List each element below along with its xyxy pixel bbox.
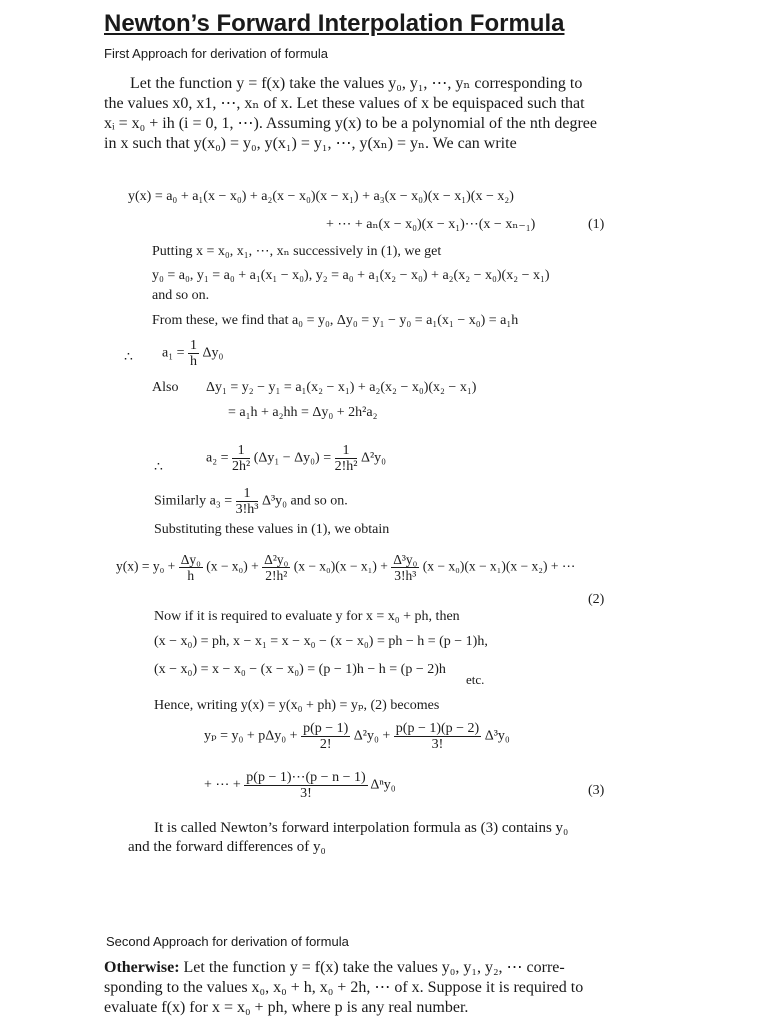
- eq2-denominator-1: h: [187, 568, 195, 583]
- a1-denominator: h: [190, 354, 197, 369]
- eq3-fraction-1: [301, 721, 350, 752]
- similarly-text: Similarly a₃ =: [154, 493, 233, 509]
- from-these-text: From these, we find that a₀ = y₀, Δy₀ = y₁ − y₀ = a₁(x₁ − x₀) = a₁h: [152, 313, 519, 328]
- otherwise-line-2: sponding to the values x₀, x₀ + h, x₀ + 2h, ⋯ of x. Suppose it is required to: [104, 979, 584, 996]
- otherwise-line-3: evaluate f(x) for x = x₀ + ph, where p is any real number.: [104, 999, 469, 1016]
- eq2-term-2: (x − x₀)(x − x₁) +: [293, 558, 388, 574]
- a1-fraction: [188, 338, 199, 369]
- a1-rhs: Δy₀: [202, 345, 224, 361]
- equation-3-line-2: [204, 770, 396, 801]
- eq2-numerator-1: Δy₀: [180, 552, 201, 567]
- a2-rhs: Δ²y₀: [360, 450, 387, 466]
- a3-denominator: 3!h³: [235, 502, 259, 517]
- equation-3-tag: (3): [588, 783, 605, 798]
- page-title: Newton’s Forward Interpolation Formula: [104, 10, 565, 37]
- equation-1-tag: (1): [588, 217, 605, 232]
- eq3b-fraction: [244, 770, 367, 801]
- eq3-denominator-1: 2!: [319, 737, 332, 752]
- putting-equation: y₀ = a₀, y₁ = a₀ + a₁(x₁ − x₀), y₂ = a₀ + a₁(x₂ − x₀) + a₂(x₂ − x₀)(x₂ − x₁): [152, 268, 550, 283]
- eq3-denominator-2: 3!: [431, 737, 444, 752]
- eq2-lhs: y(x) = y₀ +: [116, 558, 176, 574]
- equation-1-line-2: + ⋯ + aₙ(x − x₀)(x − x₁)⋯(x − xₙ₋₁): [326, 217, 536, 232]
- eq3-term-1: Δ²y₀ +: [353, 728, 391, 744]
- eq2-fraction-2: [262, 552, 290, 583]
- a3-equation: [154, 486, 348, 517]
- eq3b-denominator: 3!: [300, 786, 312, 801]
- eq2-fraction-1: [179, 552, 203, 583]
- a2-fraction-2: [335, 443, 358, 474]
- eq3-fraction-2: [394, 721, 481, 752]
- intro-line-3: xᵢ = x₀ + ih (i = 0, 1, ⋯). Assuming y(x) to be a polynomial of the nth degree: [104, 115, 597, 132]
- a3-numerator: 1: [236, 486, 259, 502]
- otherwise-text-1: Let the function y = f(x) take the values y₀, y₁, y₂, ⋯ corre-: [179, 959, 565, 976]
- a1-lhs: a₁ =: [162, 345, 185, 361]
- a3-rhs: Δ³y₀ and so on.: [261, 493, 348, 509]
- otherwise-label: Otherwise:: [104, 959, 180, 976]
- second-approach-heading: Second Approach for derivation of formula: [106, 934, 349, 949]
- eq2-fraction-3: [391, 552, 419, 583]
- a2-denominator-1: 2h²: [232, 459, 251, 474]
- eq3b-lhs: + ⋯ +: [204, 777, 241, 793]
- also-equation-1: Δy₁ = y₂ − y₁ = a₁(x₂ − x₁) + a₂(x₂ − x₀)(x₂ − x₁): [206, 380, 477, 395]
- eq3-numerator-2: p(p − 1)(p − 2): [395, 721, 480, 736]
- also-equation-2: = a₁h + a₂hh = Δy₀ + 2h²a₂: [228, 405, 378, 420]
- eq2-term-3: (x − x₀)(x − x₁)(x − x₂) + ⋯: [422, 558, 576, 574]
- etc-text: etc.: [466, 672, 485, 687]
- eq2-term-1: (x − x₀) +: [206, 558, 259, 574]
- a1-numerator: 1: [190, 338, 197, 353]
- called-line-2: and the forward differences of y₀: [128, 839, 326, 855]
- intro-line-1: Let the function y = f(x) take the values y₀, y₁, ⋯, yₙ corresponding to: [130, 75, 583, 92]
- now-equation-2: (x − x₀) = x − x₀ − (x − x₀) = (p − 1)h − h = (p − 2)h: [154, 662, 446, 677]
- eq3-term-2: Δ³y₀: [484, 728, 510, 744]
- equation-2-tag: (2): [588, 592, 605, 607]
- therefore-symbol-2: ∴: [154, 460, 163, 475]
- first-approach-heading: First Approach for derivation of formula: [104, 46, 328, 61]
- a2-fraction-1: [232, 443, 250, 474]
- eq3b-numerator: p(p − 1)⋯(p − n − 1): [246, 770, 366, 785]
- now-equation-1: (x − x₀) = ph, x − x₁ = x − x₀ − (x − x₀) = ph − h = (p − 1)h,: [154, 634, 488, 649]
- eq2-denominator-2: 2!h²: [265, 568, 288, 583]
- equation-3-line-1: [204, 721, 510, 752]
- now-if-text: Now if it is required to evaluate y for x = x₀ + ph, then: [154, 609, 460, 624]
- eq2-numerator-3: Δ³y₀: [393, 552, 418, 567]
- eq3-numerator-1: p(p − 1): [303, 721, 349, 736]
- a2-middle: (Δy₁ − Δy₀) =: [253, 450, 332, 466]
- hence-text: Hence, writing y(x) = y(x₀ + ph) = yₚ, (2) becomes: [154, 698, 440, 713]
- a3-fraction: [236, 486, 259, 517]
- eq2-numerator-2: Δ²y₀: [264, 552, 289, 567]
- equation-2: [116, 552, 575, 583]
- a2-lhs: a₂ =: [206, 450, 229, 466]
- equation-1-line-1: y(x) = a₀ + a₁(x − x₀) + a₂(x − x₀)(x − x₁) + a₃(x − x₀)(x − x₁)(x − x₂): [128, 189, 514, 204]
- a2-numerator-2: 1: [335, 443, 358, 459]
- a2-denominator-2: 2!h²: [334, 459, 358, 474]
- putting-text: Putting x = x₀, x₁, ⋯, xₙ successively in (1), we get: [152, 244, 442, 259]
- therefore-symbol: ∴: [124, 350, 133, 365]
- a2-equation: [206, 443, 386, 474]
- called-line-1: It is called Newton’s forward interpolation formula as (3) contains y₀: [154, 820, 569, 836]
- otherwise-line-1: [104, 958, 565, 978]
- eq3b-rhs: Δⁿy₀: [370, 777, 396, 793]
- a2-numerator-1: 1: [232, 443, 250, 459]
- eq2-denominator-3: 3!h³: [394, 568, 417, 583]
- intro-line-2: the values x0, x1, ⋯, xₙ of x. Let these values of x be equispaced such that: [104, 95, 585, 112]
- also-label: Also: [152, 380, 179, 395]
- eq3-lhs: yₚ = y₀ + pΔy₀ +: [204, 728, 298, 744]
- substituting-text: Substituting these values in (1), we obtain: [154, 522, 390, 537]
- a1-equation: [162, 338, 223, 369]
- and-so-on-text: and so on.: [152, 288, 210, 303]
- intro-line-4: in x such that y(x₀) = y₀, y(x₁) = y₁, ⋯, y(xₙ) = yₙ. We can write: [104, 135, 517, 152]
